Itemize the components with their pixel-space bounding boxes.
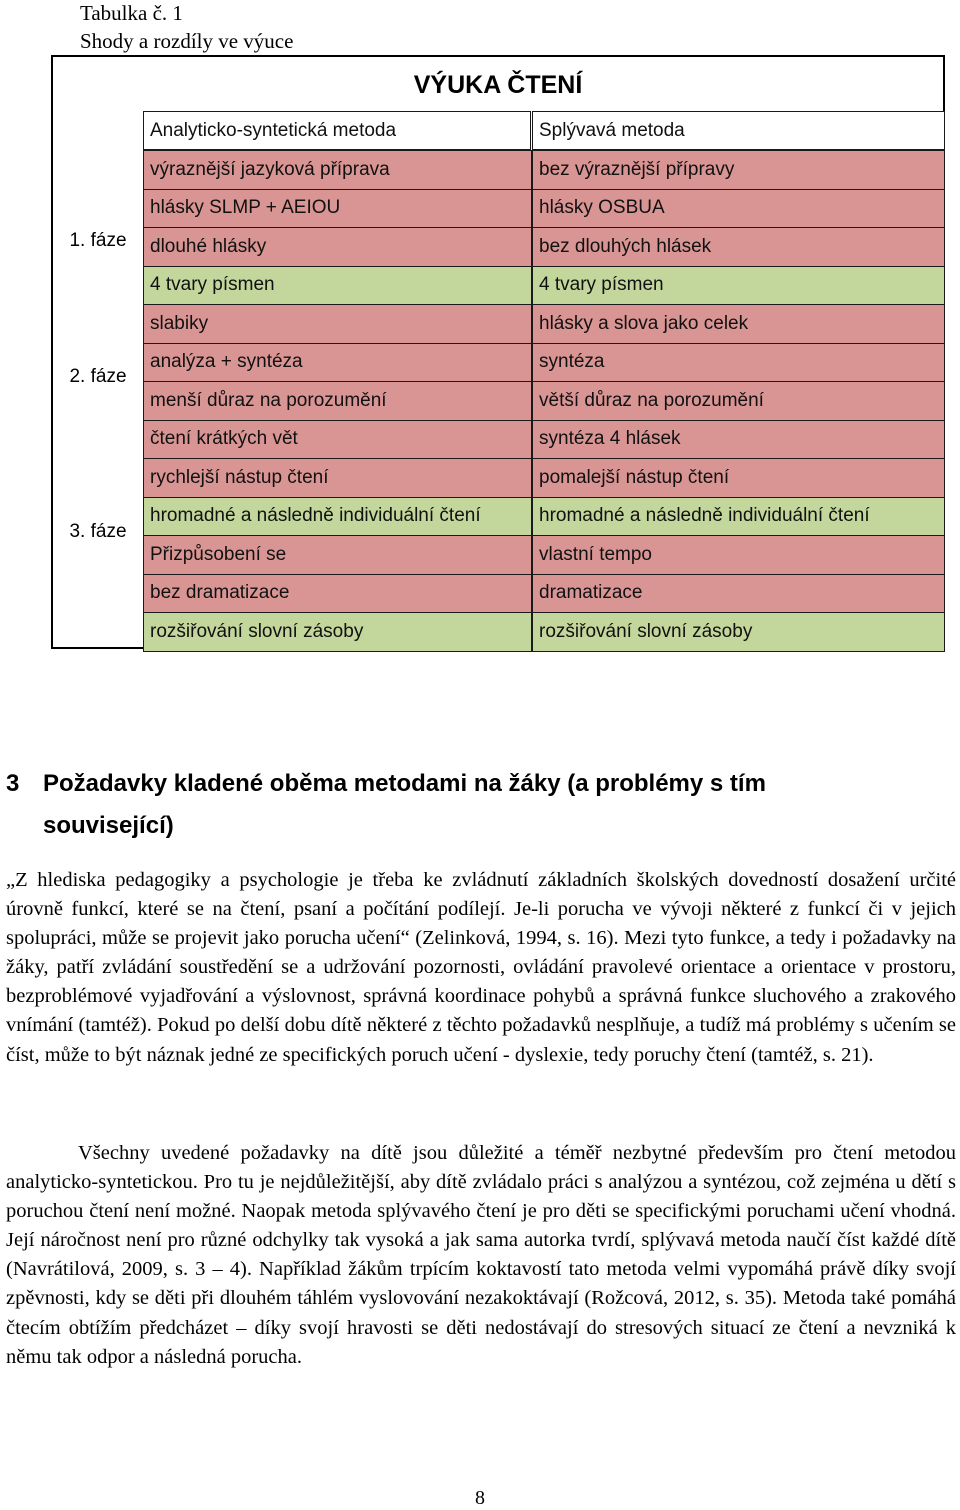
paragraph-2: Všechny uvedené požadavky na dítě jsou důležité a téměř nezbytné především pro čtení metodou analyticko-syntetickou. Pro tu je nejdůležitější, aby dítě zvládalo práci s analýzou a syntézou, což zejména u dětí s poruchou čtení není možné. Naopak metoda splývavého čtení je pro děti se specifickými poruchami učení vhodná. Její náročnost není pro různé odchylky tak vysoká a jak sama autorka tvrdí, splývavá metoda naučí číst každé dítě (Navrátilová, 2009, s. 3 – 4). Například žákům trpícím koktavostí tato metoda velmi vypomáhá právě díky svojí zpěvnosti, kdy se děti při dlouhém táhlém vyslovování nezakoktávají (Rožcová, 2012, s. 35). Metoda také pomáhá čtecím obtížím předcházet – díky svojí hravosti se děti nedostávají do stresových situací ze čtení a nevzniká k němu tak odpor a následná porucha.: [6, 1142, 956, 1368]
table-cell-left-row-12: bez dramatizace: [143, 574, 532, 614]
table-cell-right-row-10: hromadné a následně individuální čtení: [532, 497, 945, 537]
table-cell-right-row-4: 4 tvary písmen: [532, 266, 945, 306]
section-title: Požadavky kladené oběma metodami na žáky (a problémy s tím související): [43, 770, 766, 839]
table-cell-left-row-13: rozšiřování slovní zásoby: [143, 612, 532, 652]
table-cell-left-row-7: menší důraz na porozumění: [143, 381, 532, 421]
page-number: 8: [475, 1487, 485, 1509]
table-cell-left-row-11: Přizpůsobení se: [143, 535, 532, 575]
table-cell-left-row-3: dlouhé hlásky: [143, 227, 532, 267]
paragraph-1: „Z hlediska pedagogiky a psychologie je třeba ke zvládnutí základních školských dovedností dosažení určité úrovně funkcí, které se na čtení, psaní a počítání podílejí. Je-li porucha ve vývoji některé z funkcí či v jejich spolupráci, může se projevit jako porucha učení“ (Zelinková, 1994, s. 16). Mezi tyto funkce, a tedy i požadavky na žáky, patří zvládání soustředění se a udržování pozornosti, ovládání pravolevé orientace a orientace v prostoru, bezproblémové vyjadřování a výslovnost, správná koordinace pohybů a správná funkce sluchového a zrakového vnímání (tamtéž). Pokud po delší dobu dítě některé z těchto požadavků nesplňuje, a tudíž má problémy s učením se číst, může to být náznak jedné ze specifických poruch učení - dyslexie, tedy poruchy čtení (tamtéž, s. 21).: [6, 869, 956, 1066]
left-column-header: Analyticko-syntetická metoda: [143, 111, 531, 150]
table-cell-left-row-2: hlásky SLMP + AEIOU: [143, 189, 532, 229]
table-cell-left-row-10: hromadné a následně individuální čtení: [143, 497, 532, 537]
table-cell-right-row-9: pomalejší nástup čtení: [532, 458, 945, 498]
table-cell-right-row-1: bez výraznější přípravy: [532, 150, 945, 190]
table-cell-left-row-5: slabiky: [143, 304, 532, 344]
table-cell-right-row-5: hlásky a slova jako celek: [532, 304, 945, 344]
phase-label-1: 1. fáze: [69, 230, 127, 251]
table-cell-left-row-1: výraznější jazyková příprava: [143, 150, 532, 190]
table-cell-right-row-2: hlásky OSBUA: [532, 189, 945, 229]
phase-label-3: 3. fáze: [69, 521, 127, 542]
table-cell-right-row-13: rozšiřování slovní zásoby: [532, 612, 945, 652]
table-cell-left-row-9: rychlejší nástup čtení: [143, 458, 532, 498]
table-cell-right-row-11: vlastní tempo: [532, 535, 945, 575]
table-cell-right-row-3: bez dlouhých hlásek: [532, 227, 945, 267]
table-cell-left-row-6: analýza + syntéza: [143, 343, 532, 383]
phase-label-2: 2. fáze: [69, 366, 127, 387]
table-caption-label: Tabulka č. 1: [80, 1, 183, 25]
table-caption-title: Shody a rozdíly ve výuce: [80, 29, 294, 53]
table-cell-right-row-7: větší důraz na porozumění: [532, 381, 945, 421]
table-title: VÝUKA ČTENÍ: [413, 71, 583, 99]
table-cell-right-row-12: dramatizace: [532, 574, 945, 614]
section-number: 3: [6, 770, 20, 797]
table-cell-left-row-8: čtení krátkých vět: [143, 420, 532, 460]
table-cell-right-row-8: syntéza 4 hlásek: [532, 420, 945, 460]
right-column-header: Splývavá metoda: [532, 111, 945, 150]
table-cell-left-row-4: 4 tvary písmen: [143, 266, 532, 306]
table-cell-right-row-6: syntéza: [532, 343, 945, 383]
comparison-table: [51, 55, 945, 649]
